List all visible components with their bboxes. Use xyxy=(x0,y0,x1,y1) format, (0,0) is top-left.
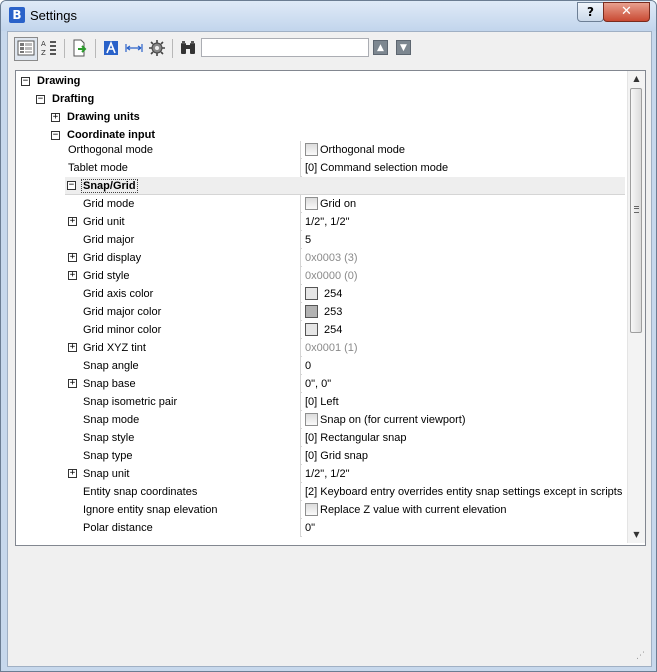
expand-grid-unit-icon[interactable]: + xyxy=(69,216,76,226)
scroll-up-arrow-icon[interactable]: ▲ xyxy=(633,74,640,83)
property-name: Grid XYZ tint xyxy=(80,339,301,357)
scroll-down-arrow-icon[interactable]: ▼ xyxy=(633,530,640,539)
property-row-snap-isometric-pair[interactable] xyxy=(80,393,625,411)
category-coordinate-input[interactable]: Coordinate input xyxy=(67,129,155,141)
help-button[interactable]: ? xyxy=(577,2,604,22)
property-value[interactable] xyxy=(302,411,628,429)
property-row-grid-major-color[interactable] xyxy=(80,303,625,321)
property-value[interactable]: 0", 0" xyxy=(302,375,628,393)
property-row-grid-mode[interactable] xyxy=(80,195,625,213)
toolbar xyxy=(8,32,651,65)
property-value[interactable] xyxy=(302,195,628,213)
collapse-coordinate-input-icon[interactable]: − xyxy=(52,130,59,140)
property-value[interactable] xyxy=(302,501,628,519)
color-swatch[interactable] xyxy=(305,323,318,336)
settings-description-area xyxy=(8,547,651,666)
property-name: Entity snap coordinates xyxy=(80,483,301,501)
property-name: Snap mode xyxy=(80,411,301,429)
color-swatch[interactable] xyxy=(305,287,318,300)
color-index-value: 254 xyxy=(324,324,343,336)
toolbar-separator xyxy=(95,39,96,58)
category-drafting[interactable]: Drafting xyxy=(52,93,95,105)
collapse-snap-grid-icon[interactable]: − xyxy=(68,180,75,190)
alphabetical-sort-icon[interactable] xyxy=(38,38,60,60)
ignore-entity-snap-elevation-checkbox[interactable] xyxy=(305,503,318,516)
property-row-tablet-mode[interactable] xyxy=(65,159,625,177)
property-value[interactable]: [0] Command selection mode xyxy=(302,159,628,177)
property-value[interactable]: 1/2", 1/2" xyxy=(302,213,628,231)
scrollbar-thumb[interactable] xyxy=(630,88,642,333)
property-name: Grid display xyxy=(80,249,301,267)
color-index-value: 253 xyxy=(324,306,343,318)
search-input[interactable] xyxy=(201,38,369,57)
vertical-scrollbar[interactable] xyxy=(627,71,645,543)
property-row-ignore-entity-snap-elevation[interactable] xyxy=(80,501,625,519)
property-name: Grid minor color xyxy=(80,321,301,339)
property-name: Orthogonal mode xyxy=(65,141,301,159)
property-name: Grid mode xyxy=(80,195,301,213)
expand-snap-unit-icon[interactable]: + xyxy=(69,468,76,478)
property-value[interactable]: 1/2", 1/2" xyxy=(302,465,628,483)
property-value[interactable]: 0 xyxy=(302,357,628,375)
resize-grip-icon[interactable]: ⋰ xyxy=(636,651,645,661)
property-name: Tablet mode xyxy=(65,159,301,177)
categorized-view-icon[interactable] xyxy=(14,37,38,61)
property-row-snap-style[interactable] xyxy=(80,429,625,447)
property-row-snap-unit[interactable] xyxy=(80,465,625,483)
grid-mode-checkbox[interactable] xyxy=(305,197,318,210)
toolbar-separator xyxy=(172,39,173,58)
property-value[interactable]: 0x0003 (3) xyxy=(302,249,628,267)
property-value[interactable]: [2] Keyboard entry overrides entity snap settings except in scripts xyxy=(302,483,628,501)
orthogonal-mode-checkbox[interactable] xyxy=(305,143,318,156)
property-row-grid-style[interactable] xyxy=(80,267,625,285)
settings-gear-icon[interactable] xyxy=(146,38,168,60)
close-button[interactable]: ✕ xyxy=(603,2,650,22)
snap-mode-checkbox[interactable] xyxy=(305,413,318,426)
property-name: Grid major xyxy=(80,231,301,249)
color-index-value: 254 xyxy=(324,288,343,300)
scrollbar-grip-icon xyxy=(634,206,639,213)
settings-tree xyxy=(15,70,646,546)
property-value[interactable]: [0] Grid snap xyxy=(302,447,628,465)
property-row-snap-angle[interactable] xyxy=(80,357,625,375)
property-row-snap-base[interactable] xyxy=(80,375,625,393)
property-name: Snap type xyxy=(80,447,301,465)
property-row-snap-type[interactable] xyxy=(80,447,625,465)
expand-drawing-units-icon[interactable]: + xyxy=(52,112,59,122)
toolbar-separator xyxy=(64,39,65,58)
property-name: Ignore entity snap elevation xyxy=(80,501,301,519)
property-value[interactable]: 5 xyxy=(302,231,628,249)
window-title: Settings xyxy=(30,8,77,23)
checkbox-label: Snap on (for current viewport) xyxy=(320,414,466,426)
property-row-grid-minor-color[interactable] xyxy=(80,321,625,339)
expand-grid-xyz-tint-icon[interactable]: + xyxy=(69,342,76,352)
property-row-orthogonal-mode[interactable] xyxy=(65,141,625,159)
property-row-polar-distance[interactable] xyxy=(80,519,625,537)
category-snap-grid[interactable]: Snap/Grid xyxy=(83,180,136,192)
expand-snap-base-icon[interactable]: + xyxy=(69,378,76,388)
property-value[interactable] xyxy=(302,141,628,159)
property-name: Snap base xyxy=(80,375,301,393)
property-name: Grid major color xyxy=(80,303,301,321)
app-logo-icon: B xyxy=(9,7,25,23)
category-snap-grid-row[interactable] xyxy=(65,177,625,195)
property-row-snap-mode[interactable] xyxy=(80,411,625,429)
export-icon[interactable] xyxy=(69,38,91,60)
expand-grid-style-icon[interactable]: + xyxy=(69,270,76,280)
property-value[interactable]: [0] Left xyxy=(302,393,628,411)
property-row-grid-axis-color[interactable] xyxy=(80,285,625,303)
settings-client-area xyxy=(7,31,652,667)
property-row-grid-major[interactable] xyxy=(80,231,625,249)
property-row-grid-xyz-tint[interactable] xyxy=(80,339,625,357)
collapse-drafting-icon[interactable]: − xyxy=(37,94,44,104)
property-value[interactable] xyxy=(302,321,628,339)
property-name: Snap angle xyxy=(80,357,301,375)
app-variables-icon[interactable] xyxy=(100,38,122,60)
checkbox-label: Grid on xyxy=(320,198,357,210)
property-name: Snap style xyxy=(80,429,301,447)
color-swatch[interactable] xyxy=(305,305,318,318)
property-name: Snap isometric pair xyxy=(80,393,301,411)
property-value[interactable]: 0x0001 (1) xyxy=(302,339,628,357)
category-drawing[interactable]: Drawing xyxy=(37,75,81,87)
property-row-entity-snap-coordinates[interactable] xyxy=(80,483,625,501)
checkbox-label: Replace Z value with current elevation xyxy=(320,504,507,516)
property-name: Grid unit xyxy=(80,213,301,231)
property-name: Polar distance xyxy=(80,519,301,537)
property-row-grid-unit[interactable] xyxy=(80,213,625,231)
property-name: Snap unit xyxy=(80,465,301,483)
search-previous-icon[interactable]: ▼ xyxy=(396,40,411,55)
dimension-variables-icon[interactable] xyxy=(123,38,145,60)
category-drawing-units[interactable]: Drawing units xyxy=(67,111,140,123)
svg-text:Z: Z xyxy=(41,49,46,57)
property-name: Grid style xyxy=(80,267,301,285)
checkbox-label: Orthogonal mode xyxy=(320,144,405,156)
property-value[interactable]: [0] Rectangular snap xyxy=(302,429,628,447)
find-binoculars-icon[interactable] xyxy=(177,38,199,60)
property-value[interactable] xyxy=(302,303,628,321)
property-value[interactable]: 0x0000 (0) xyxy=(302,267,628,285)
property-value[interactable] xyxy=(302,285,628,303)
property-value[interactable]: 0" xyxy=(302,519,628,537)
search-next-icon[interactable]: ▲ xyxy=(373,40,388,55)
title-bar[interactable] xyxy=(1,1,656,31)
property-name: Grid axis color xyxy=(80,285,301,303)
property-row-grid-display[interactable] xyxy=(80,249,625,267)
expand-grid-display-icon[interactable]: + xyxy=(69,252,76,262)
collapse-drawing-icon[interactable]: − xyxy=(22,76,29,86)
svg-text:A: A xyxy=(41,40,46,48)
